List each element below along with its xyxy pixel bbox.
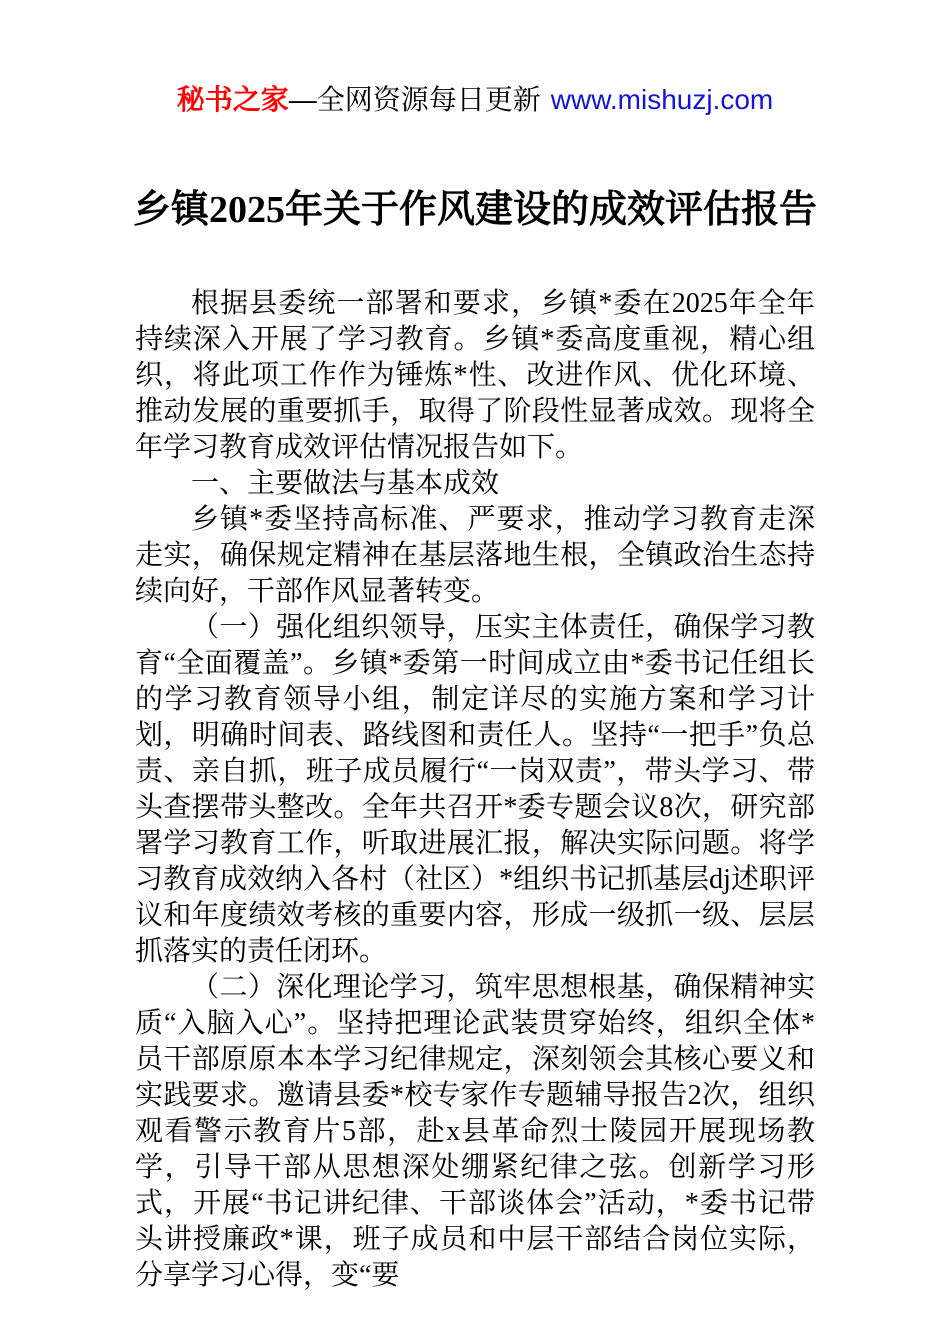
section-1-intro-paragraph: 乡镇*委坚持高标准、严要求，推动学习教育走深走实，确保规定精神在基层落地生根，全镇政治生态持续向好，干部作风显著转变。 xyxy=(135,504,815,607)
section-1-2-paragraph: （二）深化理论学习，筑牢思想根基，确保精神实质“入脑入心”。坚持把理论武装贯穿始终，组织全体*员干部原原本本学习纪律规定，深刻领会其核心要义和实践要求。邀请县委*校专家作专题辅导报告2次，组织观看警示教育片5部，赴x县革命烈士陵园开展现场教学，引导干部从思想深处绷紧纪律之弦。创新学习形式，开展“书记讲纪律、干部谈体会”活动，*委书记带头讲授廉政*课，班子成员和中层干部结合岗位实际，分享学习心得，变“要 xyxy=(135,972,815,1291)
site-url-link[interactable]: www.mishuzj.com xyxy=(550,84,774,115)
site-header-line xyxy=(0,0,950,116)
site-tagline: —全网资源每日更新 xyxy=(288,84,541,115)
section-1-1-paragraph: （一）强化组织领导，压实主体责任，确保学习教育“全面覆盖”。乡镇*委第一时间成立由*委书记任组长的学习教育领导小组，制定详尽的实施方案和学习计划，明确时间表、路线图和责任人。坚持“一把手”负总责、亲自抓，班子成员履行“一岗双责”，带头学习、带头查摆带头整改。全年共召开*委专题会议8次，研究部署学习教育工作，听取进展汇报，解决实际问题。将学习教育成效纳入各村（社区）*组织书记抓基层dj述职评议和年度绩效考核的重要内容，形成一级抓一级、层层抓落实的责任闭环。 xyxy=(135,612,815,967)
paragraph-intro: 根据县委统一部署和要求，乡镇*委在2025年全年持续深入开展了学习教育。乡镇*委高度重视，精心组织，将此项工作作为锤炼*性、改进作风、优化环境、推动发展的重要抓手，取得了阶段性显著成效。现将全年学习教育成效评估情况报告如下。 xyxy=(135,288,815,463)
site-brand: 秘书之家 xyxy=(176,84,289,115)
document-title: 乡镇2025年关于作风建设的成效评估报告 xyxy=(132,189,817,231)
document-body xyxy=(135,286,815,1294)
section-1-heading: 一、主要做法与基本成效 xyxy=(191,468,500,499)
